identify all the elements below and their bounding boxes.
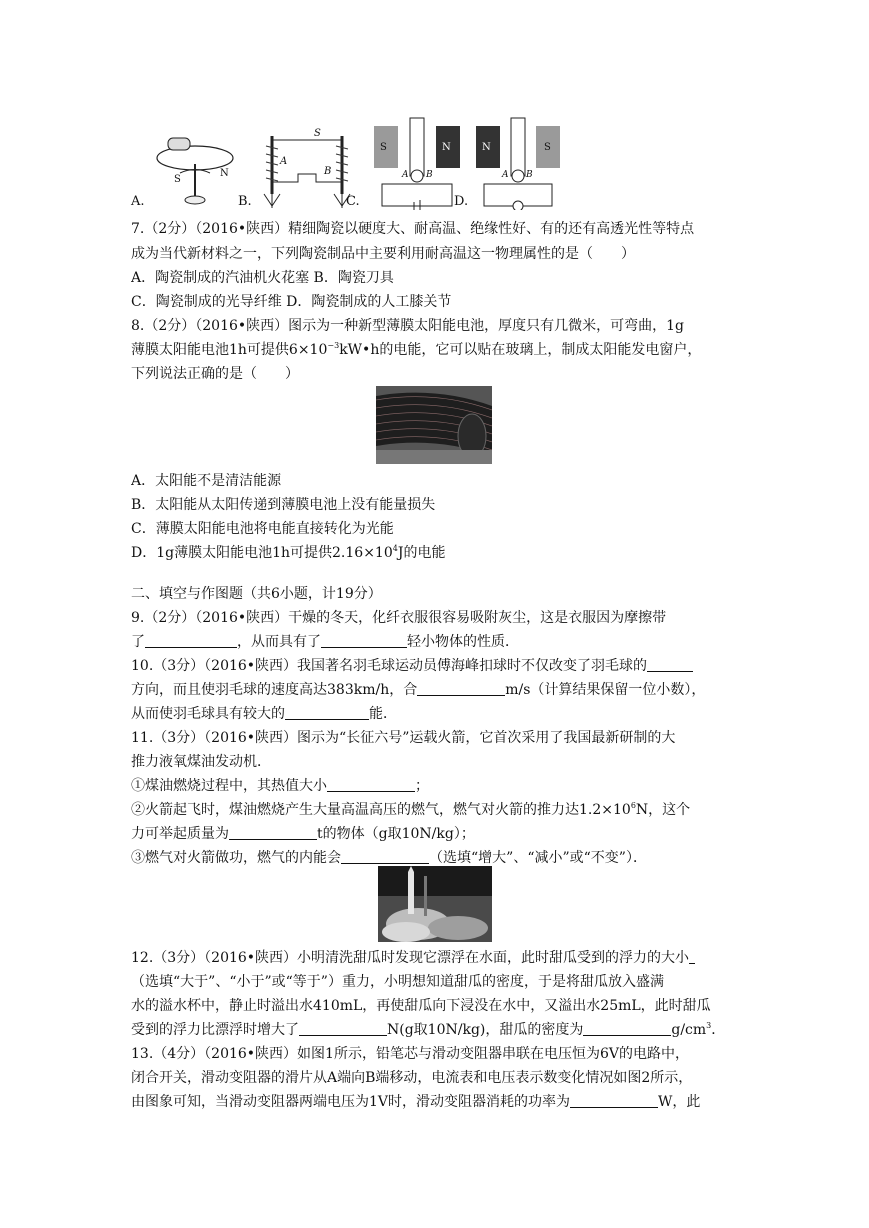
label-a-wire: A [402,170,409,180]
option-d-label: D. [454,194,469,209]
label-s-switch: S [314,128,321,139]
q10-blank-1[interactable] [647,656,693,672]
q12-blank-2[interactable] [299,1020,387,1036]
q10-line-1 [131,654,741,678]
q13-line-3 [131,1090,741,1114]
q11-exponent: 6 [630,801,636,810]
q12-unit-exponent: 3 [706,1021,712,1030]
q12-blank-1[interactable] [689,948,695,964]
q12-line-4-end: ． [711,1022,726,1038]
q12-blank-3[interactable] [583,1020,671,1036]
q8-option-a: A．太阳能不是清洁能源 [131,473,282,489]
q10-blank-3[interactable] [285,704,369,720]
rocket-launch-photo [378,866,492,942]
option-c-label: C. [346,194,360,209]
label-b-wire-d: B [526,170,533,180]
q11-blank-3[interactable] [341,848,429,864]
option-a-label: A. [131,194,145,209]
q10-line-1-text: 10.（3分）（2016•陕西）我国著名羽毛球运动员傅海峰扣球时不仅改变了羽毛球的 [131,658,648,674]
q11-item-3-text: ③燃气对火箭做功，燃气的内能会 [131,850,341,866]
q8-option-d-exponent: 4 [392,544,398,553]
label-n-magnet-d: N [482,142,491,153]
label-b-wire: B [426,170,433,180]
option-figure-a [150,128,245,210]
label-s-magnet-d: S [544,142,551,153]
q7-line-2: 成为当代新材料之一，下列陶瓷制品中主要利用耐高温这一物理属性的是（ ） [131,246,635,262]
q7-options-cd: C．陶瓷制成的光导纤维 D．陶瓷制成的人工膝关节 [131,294,452,310]
q12-line-1-text: 12.（3分）（2016•陕西）小明清洗甜瓜时发现它漂浮在水面，此时甜瓜受到的浮力的大小 [131,950,690,966]
q12-line-4-mid: N(g取10N/kg)，甜瓜的密度为 [387,1022,584,1038]
q9-line-2-end: 轻小物体的性质． [407,634,519,650]
q11-line-1: 11.（3分）（2016•陕西）图示为“长征六号”运载火箭，它首次采用了我国最新研制的大 [131,730,676,746]
q10-blank-2[interactable] [417,680,505,696]
q7-line-1: 7.（2分）（2016•陕西）精细陶瓷以硬度大、耐高温、绝缘性好、有的还有高透光性等特点 [131,221,695,237]
q10-line-2 [131,678,741,702]
q9-line-1: 9.（2分）（2016•陕西）干燥的冬天，化纤衣服很容易吸附灰尘，这是衣服因为摩擦带 [131,610,667,626]
q11-item-3-end: （选填“增大”、“减小”或“不变”）． [429,850,647,866]
label-a-wire-d: A [502,170,509,180]
q9-line-2-start: 了 [131,634,145,650]
q9-line-2-mid: ，从而具有了 [237,634,321,650]
label-n-magnet: N [442,142,451,153]
q12-line-4 [131,1018,741,1042]
q8-exponent: −3 [327,341,340,350]
q9-blank-2[interactable] [321,632,407,648]
q10-line-3-start: 从而使羽毛球具有较大的 [131,706,285,722]
q13-line-3-text: 由图象可知，当滑动变阻器两端电压为1V时，滑动变阻器消耗的功率为 [131,1094,571,1110]
option-figure-b [258,128,353,210]
q12-line-2: （选填“大于”、“小于”或“等于”）重力，小明想知道甜瓜的密度，于是将甜瓜放入盛满 [131,974,664,990]
q11-blank-1[interactable] [327,776,415,792]
q12-line-3: 水的溢水杯中，静止时溢出水410mL，再使甜瓜向下浸没在水中，又溢出水25mL，此时甜瓜 [131,998,711,1014]
q12-line-4-start: 受到的浮力比漂浮时增大了 [131,1022,299,1038]
q13-blank-1[interactable] [570,1092,658,1108]
q13-line-1: 13.（4分）（2016•陕西）如图1所示，铅笔芯与滑动变阻器串联在电压恒为6V的电路中， [131,1046,689,1062]
label-a: A [280,156,288,167]
q11-item-1-end: ； [415,778,429,794]
q8-line-3: 下列说法正确的是（ ） [131,366,299,382]
q12-line-1 [131,946,741,970]
q11-item-2-cont-text: 力可举起质量为 [131,826,229,842]
q11-blank-2[interactable] [229,824,317,840]
q8-option-d-rest: J的电能 [397,545,446,561]
q10-line-2-start: 方向，而且使羽毛球的速度高达383km/h，合 [131,682,418,698]
q8-option-d-text: D．1g薄膜太阳能电池1h可提供2.16×10 [131,545,393,561]
q13-line-3-end: W，此 [658,1094,701,1110]
label-s: S [174,174,181,185]
q8-option-b: B．太阳能从太阳传递到薄膜电池上没有能量损失 [131,497,436,513]
option-figure-d [474,114,564,210]
q8-option-c: C．薄膜太阳能电池将电能直接转化为光能 [131,521,394,537]
q8-line-1: 8.（2分）（2016•陕西）图示为一种新型薄膜太阳能电池，厚度只有几微米，可弯曲，1g [131,318,685,334]
label-n: N [220,168,229,179]
q11-item-1 [131,774,741,798]
q11-item-2-cont-end: t的物体（g取10N/kg）； [317,826,475,842]
option-b-label: B. [238,194,252,209]
q8-line-2-rest: kW•h的电能，它可以贴在玻璃上，制成太阳能发电窗户， [339,342,702,358]
q10-line-3 [131,702,741,726]
q12-line-4-unit: g/cm [671,1022,707,1038]
q11-item-2-cont [131,822,741,846]
section-2-title: 二、填空与作图题（共6小题，计19分） [131,586,382,602]
option-figure-c [372,112,464,210]
q10-line-3-end: 能． [369,706,397,722]
q9-line-2 [131,630,741,654]
q11-item-2 [131,798,741,822]
q11-item-1-text: ①煤油燃烧过程中，其热值大小 [131,778,327,794]
q9-blank-1[interactable] [145,632,237,648]
label-b: B [324,166,332,177]
q10-line-2-end: m/s（计算结果保留一位小数）， [505,682,706,698]
q11-line-2: 推力液氧煤油发动机． [131,754,271,770]
q13-line-2: 闭合开关，滑动变阻器的滑片从A端向B端移动，电流表和电压表示数变化情况如图2所示， [131,1070,693,1086]
q8-option-d [131,541,741,565]
label-s-magnet: S [380,142,387,153]
solar-cell-photo [376,386,492,464]
q11-item-2-end: N，这个 [635,802,691,818]
q8-line-2-text: 薄膜太阳能电池1h可提供6×10 [131,342,328,358]
q8-line-2 [131,338,741,362]
q7-options-ab: A．陶瓷制成的汽油机火花塞 B．陶瓷刀具 [131,270,394,286]
q11-item-2-text: ②火箭起飞时，煤油燃烧产生大量高温高压的燃气，燃气对火箭的推力达1.2×10 [131,802,631,818]
